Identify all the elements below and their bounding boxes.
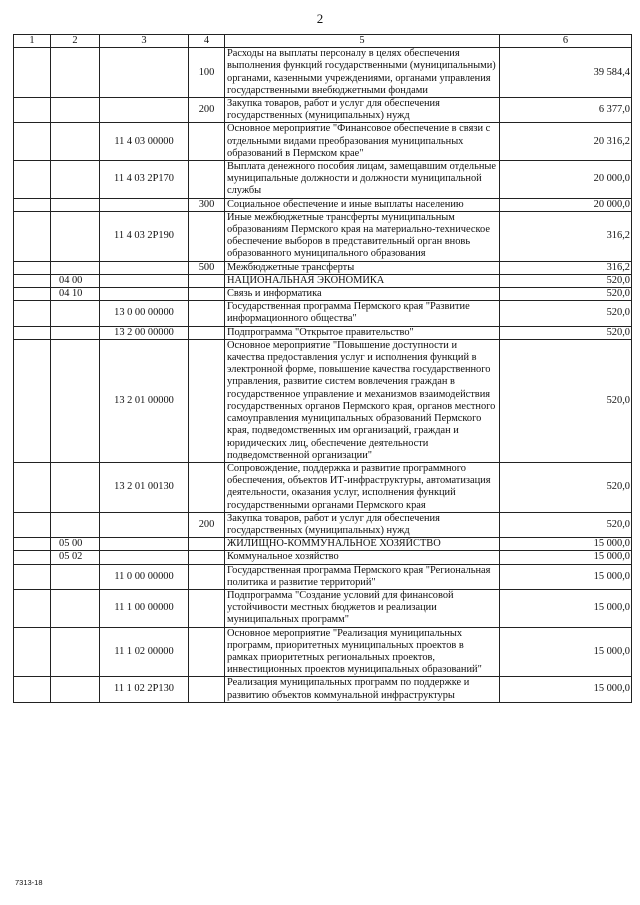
table-row (14, 198, 632, 211)
cell-amount: 15 000,0 (500, 627, 632, 677)
cell-expense-type (189, 677, 225, 702)
table-row (14, 326, 632, 339)
cell-section-code (51, 161, 100, 199)
table-row (14, 627, 632, 677)
cell-item-name: Подпрограмма "Создание условий для финансовой устойчивости местных бюджетов и реализации муниципальных программ" (225, 589, 500, 627)
cell-expense-type (189, 462, 225, 512)
header-col-3: 3 (100, 35, 189, 48)
cell-expense-type: 100 (189, 48, 225, 98)
cell-section-code (51, 123, 100, 161)
cell-item-name: ЖИЛИЩНО-КОММУНАЛЬНОЕ ХОЗЯЙСТВО (225, 538, 500, 551)
table-row (14, 123, 632, 161)
cell-target-article: 13 0 00 00000 (100, 301, 189, 326)
cell-target-article (100, 512, 189, 537)
cell-col-1 (14, 161, 51, 199)
cell-expense-type (189, 564, 225, 589)
table-row (14, 339, 632, 462)
cell-col-1 (14, 261, 51, 274)
cell-amount: 520,0 (500, 326, 632, 339)
cell-item-name: Государственная программа Пермского края "Развитие информационного общества" (225, 301, 500, 326)
cell-target-article (100, 538, 189, 551)
cell-amount: 520,0 (500, 339, 632, 462)
cell-col-1 (14, 123, 51, 161)
cell-section-code (51, 462, 100, 512)
cell-target-article (100, 98, 189, 123)
cell-item-name: Выплата денежного пособия лицам, замещавшим отдельные муниципальные должности и должности муниципальной службы (225, 161, 500, 199)
table-row (14, 301, 632, 326)
cell-section-code (51, 627, 100, 677)
table-row (14, 589, 632, 627)
table-row (14, 551, 632, 564)
cell-expense-type (189, 551, 225, 564)
cell-col-1 (14, 677, 51, 702)
cell-expense-type: 200 (189, 512, 225, 537)
cell-section-code: 04 10 (51, 288, 100, 301)
cell-expense-type (189, 589, 225, 627)
cell-expense-type: 200 (189, 98, 225, 123)
cell-section-code: 05 00 (51, 538, 100, 551)
cell-expense-type (189, 288, 225, 301)
page-number: 2 (316, 11, 324, 26)
cell-section-code (51, 512, 100, 537)
table-row (14, 462, 632, 512)
cell-amount: 20 000,0 (500, 198, 632, 211)
cell-expense-type (189, 301, 225, 326)
cell-item-name: Социальное обеспечение и иные выплаты населению (225, 198, 500, 211)
cell-item-name: Связь и информатика (225, 288, 500, 301)
cell-amount: 520,0 (500, 288, 632, 301)
cell-col-1 (14, 274, 51, 287)
cell-expense-type: 300 (189, 198, 225, 211)
cell-item-name: Расходы на выплаты персоналу в целях обеспечения выполнения функций государственными (муниципальными) органами, казенными учреждениями, органами управления государственными внебюджетными фондами (225, 48, 500, 98)
cell-amount: 6 377,0 (500, 98, 632, 123)
cell-expense-type (189, 211, 225, 261)
cell-section-code (51, 339, 100, 462)
cell-col-1 (14, 301, 51, 326)
cell-col-1 (14, 551, 51, 564)
cell-target-article: 13 2 01 00130 (100, 462, 189, 512)
cell-col-1 (14, 326, 51, 339)
cell-amount: 20 000,0 (500, 161, 632, 199)
cell-section-code (51, 211, 100, 261)
cell-col-1 (14, 538, 51, 551)
header-col-5: 5 (225, 35, 500, 48)
header-col-6: 6 (500, 35, 632, 48)
cell-item-name: Иные межбюджетные трансферты муниципальным образованиям Пермского края на материально-техническое обеспечение выборов в представительный орган вновь образованного муниципального образования (225, 211, 500, 261)
cell-target-article (100, 261, 189, 274)
header-col-2: 2 (51, 35, 100, 48)
cell-expense-type (189, 123, 225, 161)
cell-item-name: Государственная программа Пермского края "Региональная политика и развитие территорий" (225, 564, 500, 589)
cell-target-article: 13 2 00 00000 (100, 326, 189, 339)
cell-col-1 (14, 512, 51, 537)
cell-amount: 15 000,0 (500, 564, 632, 589)
cell-section-code (51, 261, 100, 274)
table-row (14, 261, 632, 274)
cell-expense-type (189, 627, 225, 677)
header-col-4: 4 (189, 35, 225, 48)
table-row (14, 677, 632, 702)
table-row (14, 211, 632, 261)
cell-amount: 15 000,0 (500, 589, 632, 627)
cell-item-name: Основное мероприятие "Финансовое обеспечение в связи с отдельными видами преобразования муниципальных образований в Пермском крае" (225, 123, 500, 161)
cell-col-1 (14, 462, 51, 512)
cell-target-article (100, 198, 189, 211)
cell-col-1 (14, 48, 51, 98)
cell-amount: 520,0 (500, 512, 632, 537)
cell-target-article (100, 48, 189, 98)
cell-item-name: Основное мероприятие "Реализация муниципальных программ, приоритетных муниципальных проектов в рамках приоритетных региональных проектов, инвестиционных проектов муниципальных образований" (225, 627, 500, 677)
cell-section-code (51, 98, 100, 123)
cell-amount: 39 584,4 (500, 48, 632, 98)
cell-amount: 316,2 (500, 211, 632, 261)
cell-col-1 (14, 589, 51, 627)
cell-target-article: 11 4 03 00000 (100, 123, 189, 161)
cell-col-1 (14, 564, 51, 589)
cell-target-article: 11 1 02 2Р130 (100, 677, 189, 702)
cell-section-code: 04 00 (51, 274, 100, 287)
cell-amount: 520,0 (500, 301, 632, 326)
cell-target-article: 11 1 02 00000 (100, 627, 189, 677)
cell-item-name: Сопровождение, поддержка и развитие программного обеспечения, объектов ИТ-инфраструктуры, автоматизация деятельности, оказания услуг, исполнения функций государственными органами Пермского края (225, 462, 500, 512)
cell-amount: 316,2 (500, 261, 632, 274)
cell-section-code (51, 301, 100, 326)
cell-col-1 (14, 211, 51, 261)
cell-section-code (51, 677, 100, 702)
cell-target-article: 11 4 03 2Р190 (100, 211, 189, 261)
cell-expense-type (189, 326, 225, 339)
cell-target-article (100, 288, 189, 301)
cell-section-code (51, 198, 100, 211)
cell-target-article: 13 2 01 00000 (100, 339, 189, 462)
cell-amount: 520,0 (500, 462, 632, 512)
cell-item-name: Межбюджетные трансферты (225, 261, 500, 274)
header-col-1: 1 (14, 35, 51, 48)
table-body (14, 48, 632, 703)
cell-section-code (51, 48, 100, 98)
table-row (14, 288, 632, 301)
table-row (14, 512, 632, 537)
cell-expense-type (189, 161, 225, 199)
cell-expense-type (189, 274, 225, 287)
header-row (14, 35, 632, 48)
cell-amount: 20 316,2 (500, 123, 632, 161)
budget-table-container (13, 34, 631, 703)
cell-col-1 (14, 339, 51, 462)
table-row (14, 161, 632, 199)
cell-item-name: Основное мероприятие "Повышение доступности и качества предоставления услуг и исполнения функций в электронной форме, повышение качества государственного управления, развитие систем вовлечения граждан в государственное управление и механизмов взаимодействия государственных органов Пермского края, органов местного самоуправления муниципальных образований Пермского края, подведомственных им организаций, граждан и юридических лиц, обеспечение деятельности подведомственной организации" (225, 339, 500, 462)
cell-section-code (51, 326, 100, 339)
cell-amount: 15 000,0 (500, 551, 632, 564)
cell-expense-type (189, 538, 225, 551)
cell-target-article: 11 1 00 00000 (100, 589, 189, 627)
cell-target-article: 11 0 00 00000 (100, 564, 189, 589)
cell-col-1 (14, 98, 51, 123)
cell-amount: 15 000,0 (500, 677, 632, 702)
cell-item-name: Подпрограмма "Открытое правительство" (225, 326, 500, 339)
cell-item-name: Закупка товаров, работ и услуг для обеспечения государственных (муниципальных) нужд (225, 512, 500, 537)
cell-col-1 (14, 627, 51, 677)
cell-item-name: Закупка товаров, работ и услуг для обеспечения государственных (муниципальных) нужд (225, 98, 500, 123)
cell-col-1 (14, 288, 51, 301)
table-header (14, 35, 632, 48)
cell-amount: 520,0 (500, 274, 632, 287)
cell-item-name: Реализация муниципальных программ по поддержке и развитию объектов коммунальной инфраструктуры (225, 677, 500, 702)
cell-col-1 (14, 198, 51, 211)
table-row (14, 538, 632, 551)
cell-section-code: 05 02 (51, 551, 100, 564)
table-row (14, 274, 632, 287)
cell-expense-type (189, 339, 225, 462)
cell-expense-type: 500 (189, 261, 225, 274)
table-row (14, 98, 632, 123)
cell-item-name: Коммунальное хозяйство (225, 551, 500, 564)
cell-target-article (100, 274, 189, 287)
cell-target-article (100, 551, 189, 564)
cell-item-name: НАЦИОНАЛЬНАЯ ЭКОНОМИКА (225, 274, 500, 287)
cell-section-code (51, 589, 100, 627)
document-code: 7313-18 (15, 878, 43, 887)
table-row (14, 48, 632, 98)
cell-target-article: 11 4 03 2Р170 (100, 161, 189, 199)
table-row (14, 564, 632, 589)
cell-section-code (51, 564, 100, 589)
budget-table (13, 34, 632, 703)
cell-amount: 15 000,0 (500, 538, 632, 551)
